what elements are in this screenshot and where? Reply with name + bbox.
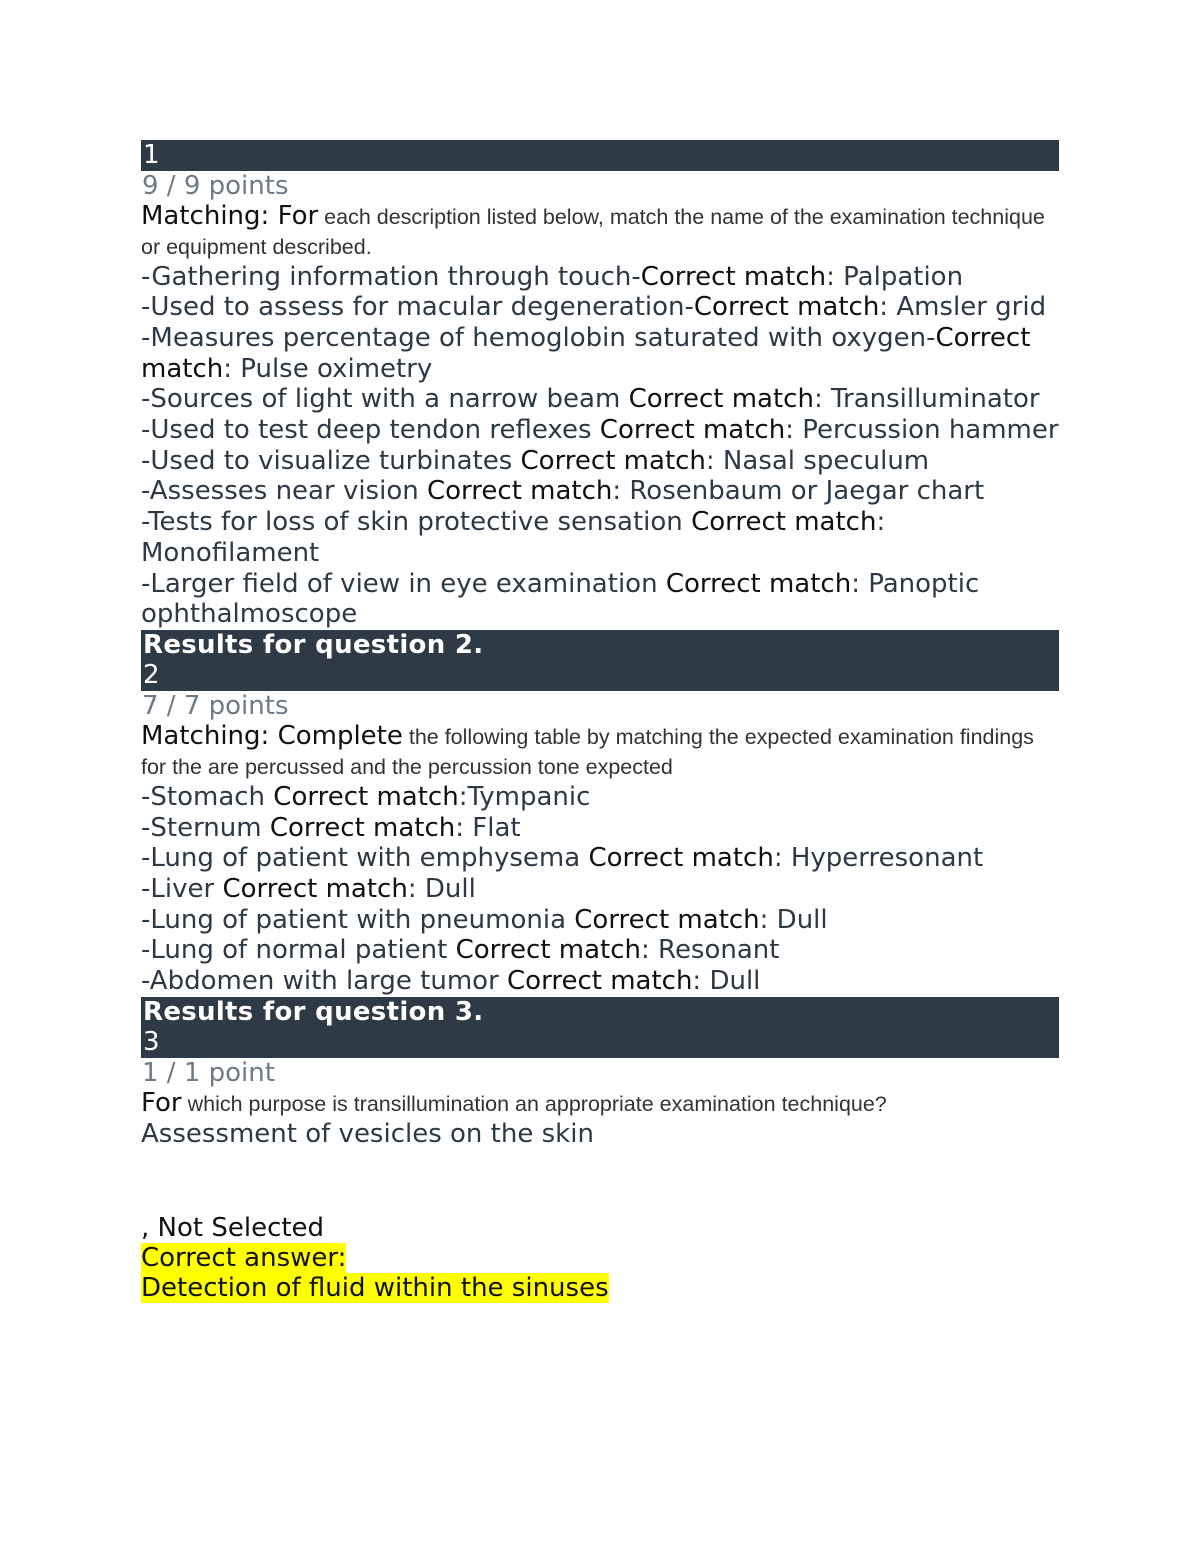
correct-answer: Detection of fluid within the sinuses <box>141 1272 609 1303</box>
correct-match-label: Correct match <box>665 568 852 599</box>
item-answer: : Panoptic ophthalmoscope <box>141 568 980 630</box>
match-item <box>141 935 1059 966</box>
item-answer: : Flat <box>455 812 521 843</box>
match-item <box>141 813 1059 844</box>
correct-match-label: Correct match <box>273 781 459 812</box>
match-list <box>141 782 1059 997</box>
prompt-lead: Matching: For <box>141 200 319 231</box>
item-answer: : Nasal speculum <box>705 445 930 476</box>
item-description: -Liver <box>141 874 223 905</box>
match-item <box>141 966 1059 997</box>
question-points: 1 / 1 point <box>142 1057 275 1088</box>
prompt-lead: Matching: Complete <box>141 720 403 751</box>
match-item <box>141 446 1059 477</box>
correct-answer-line <box>141 1273 1059 1303</box>
question-1-header <box>141 140 1059 171</box>
question-results-title: Results for question 2. <box>143 629 484 660</box>
document-page <box>141 140 1059 1303</box>
question-3-header <box>141 997 1059 1058</box>
question-points: 7 / 7 points <box>142 690 289 721</box>
item-description: -Tests for loss of skin protective sensation <box>141 507 692 538</box>
match-item <box>141 782 1059 813</box>
correct-match-label: Correct match <box>222 874 408 905</box>
correct-match-label: Correct match <box>628 384 814 415</box>
correct-answer-label: Correct answer: <box>141 1242 347 1273</box>
prompt-text: each description listed below, match the name of the examination technique or equipment described. <box>141 204 1045 259</box>
prompt-text: the following table by matching the expected examination findings for the are percussed and the percussion tone expected <box>141 724 1034 779</box>
correct-match-label: Correct match <box>574 904 760 935</box>
answer-spacer <box>141 1149 1059 1213</box>
item-description: -Stomach <box>141 781 274 812</box>
item-description: -Lung of normal patient <box>141 935 456 966</box>
question-results-title: Results for question 3. <box>143 996 484 1027</box>
match-item <box>141 476 1059 507</box>
item-answer: : Pulse oximetry <box>223 353 433 384</box>
item-answer: : Rosenbaum or Jaegar chart <box>612 476 985 507</box>
correct-match-label: Correct match <box>269 812 456 843</box>
question-2-header <box>141 630 1059 691</box>
match-item <box>141 843 1059 874</box>
item-answer: : Hyperresonant <box>773 843 984 874</box>
correct-match-label: Correct match <box>640 261 827 292</box>
item-description: -Lung of patient with emphysema <box>141 843 589 874</box>
item-answer: : Resonant <box>641 935 780 966</box>
item-description: -Used to test deep tendon reflexes <box>141 415 600 446</box>
match-item <box>141 415 1059 446</box>
correct-match-label: Correct match <box>691 507 877 538</box>
item-answer: : Transilluminator <box>813 384 1040 415</box>
correct-match-label: Correct match <box>520 445 706 476</box>
item-answer: : Dull <box>692 966 761 997</box>
correct-match-label: Correct match <box>599 415 786 446</box>
match-item <box>141 292 1059 323</box>
item-description: -Measures percentage of hemoglobin saturated with oxygen- <box>141 322 936 353</box>
question-prompt <box>141 722 1059 782</box>
item-description: -Sources of light with a narrow beam <box>141 384 629 415</box>
item-description: -Larger field of view in eye examination <box>141 568 666 599</box>
item-description: -Assesses near vision <box>141 476 427 507</box>
correct-match-label: Correct match <box>507 966 693 997</box>
question-number: 2 <box>143 660 160 691</box>
question-prompt <box>141 202 1059 262</box>
correct-match-label: Correct match <box>588 843 774 874</box>
match-item <box>141 569 1059 630</box>
question-number: 3 <box>143 1027 160 1058</box>
match-list <box>141 262 1059 630</box>
correct-match-label: Correct match <box>426 476 613 507</box>
prompt-text: which purpose is transillumination an appropriate examination technique? <box>181 1091 887 1116</box>
match-item <box>141 384 1059 415</box>
item-description: -Sternum <box>141 812 270 843</box>
question-number: 1 <box>143 140 160 170</box>
item-answer: : Dull <box>759 904 828 935</box>
question-points: 9 / 9 points <box>142 170 289 201</box>
item-answer: : Palpation <box>826 261 964 292</box>
match-item <box>141 507 1059 568</box>
item-answer: : Percussion hammer <box>785 415 1059 446</box>
match-item <box>141 323 1059 384</box>
correct-match-label: Correct match <box>141 322 1031 384</box>
prompt-lead: For <box>141 1087 182 1118</box>
item-answer: :Tympanic <box>458 781 591 812</box>
item-answer: : Monofilament <box>141 507 886 568</box>
item-description: -Lung of patient with pneumonia <box>141 904 575 935</box>
correct-match-label: Correct match <box>693 292 880 323</box>
item-answer: : Dull <box>407 874 476 905</box>
item-answer: : Amsler grid <box>879 292 1047 323</box>
item-description: -Gathering information through touch- <box>141 261 641 292</box>
match-item <box>141 905 1059 936</box>
match-item <box>141 262 1059 293</box>
match-item <box>141 874 1059 905</box>
item-description: -Used to visualize turbinates <box>141 445 521 476</box>
question-prompt <box>141 1089 1059 1119</box>
item-description: -Abdomen with large tumor <box>141 966 508 997</box>
selected-answer: Assessment of vesicles on the skin <box>141 1118 594 1149</box>
correct-answer-label-line <box>141 1243 1059 1273</box>
item-description: -Used to assess for macular degeneration- <box>141 292 694 323</box>
correct-match-label: Correct match <box>455 935 642 966</box>
not-selected-label: , Not Selected <box>141 1212 325 1243</box>
